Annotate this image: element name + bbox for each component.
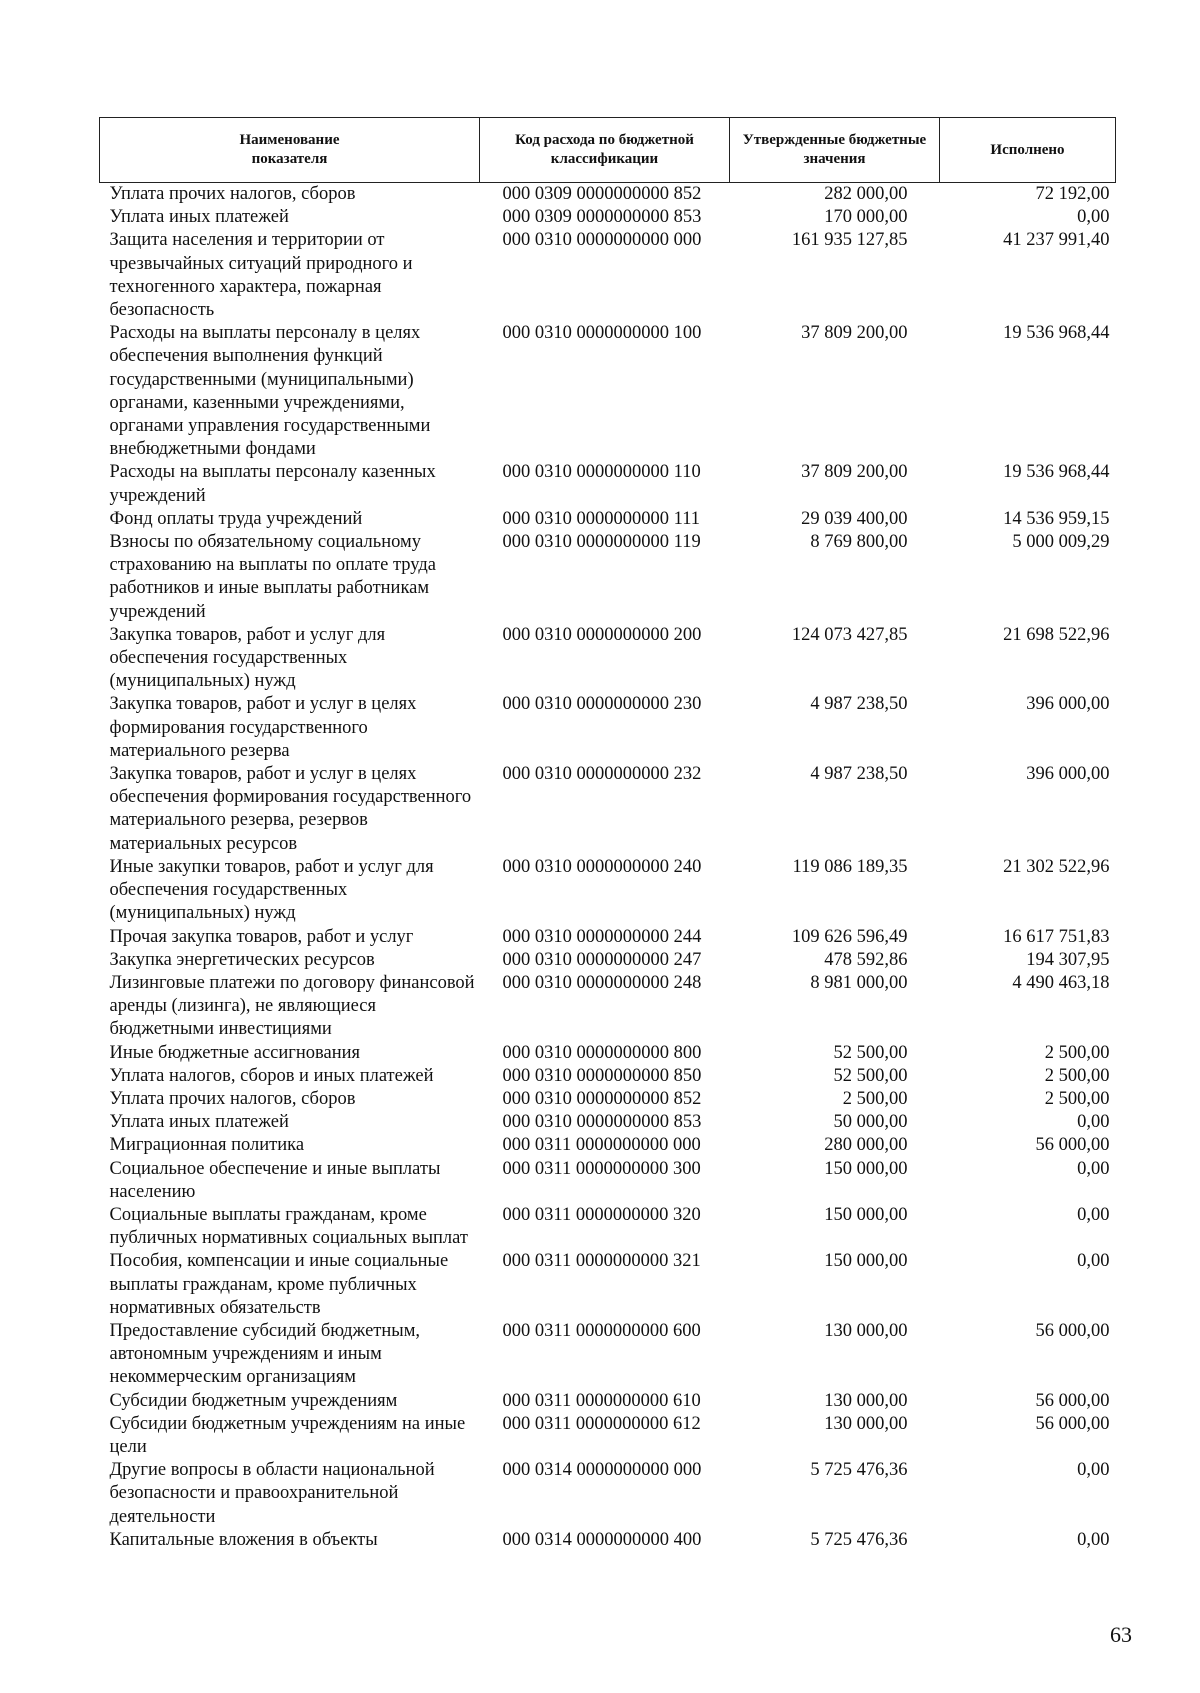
row-approved: 130 000,00	[824, 1320, 908, 1341]
table-row	[100, 1204, 1116, 1250]
table-row	[100, 1250, 1116, 1320]
table-row	[100, 1459, 1116, 1529]
row-name: Субсидии бюджетным учреждениям	[109, 1390, 398, 1411]
row-name: Миграционная политика	[109, 1135, 305, 1156]
table-row	[100, 972, 1116, 1042]
table-row	[100, 926, 1116, 949]
row-name: Капитальные вложения в объекты	[109, 1529, 378, 1550]
row-executed: 21 302 522,96	[1003, 856, 1110, 877]
row-code: 000 0310 0000000000 244	[502, 926, 702, 947]
row-code: 000 0310 0000000000 200	[502, 624, 702, 645]
table-row	[100, 1413, 1116, 1459]
row-name: Пособия, компенсации и иные социальные выплаты гражданам, кроме публичных нормативных обязательств	[109, 1251, 449, 1318]
row-code: 000 0310 0000000000 247	[502, 949, 702, 970]
row-approved: 8 981 000,00	[810, 972, 908, 993]
table-row	[100, 206, 1116, 229]
row-code: 000 0310 0000000000 853	[502, 1112, 702, 1133]
row-executed: 19 536 968,44	[1003, 462, 1110, 483]
row-name: Взносы по обязательному социальному страхованию на выплаты по оплате труда работников и иные выплаты работникам учреждений	[109, 532, 436, 622]
header-name: Наименование показателя	[100, 118, 480, 183]
table-row	[100, 508, 1116, 531]
row-approved: 37 809 200,00	[801, 462, 908, 483]
row-code: 000 0310 0000000000 800	[502, 1042, 702, 1063]
row-executed: 396 000,00	[1026, 764, 1110, 785]
row-approved: 150 000,00	[824, 1251, 908, 1272]
row-name: Другие вопросы в области национальной безопасности и правоохранительной деятельности	[109, 1460, 435, 1527]
row-executed: 5 000 009,29	[1012, 532, 1110, 553]
row-approved: 4 987 238,50	[810, 694, 908, 715]
row-name: Уплата прочих налогов, сборов	[109, 1088, 356, 1109]
row-code: 000 0311 0000000000 300	[502, 1158, 701, 1179]
row-executed: 2 500,00	[1044, 1042, 1110, 1063]
row-name: Расходы на выплаты персоналу в целях обеспечения выполнения функций государственными (муниципальными) органами, казенными учреждениями, органами управления государственными внебюджетными фондами	[109, 323, 431, 460]
table-row	[100, 1390, 1116, 1413]
row-name: Закупка товаров, работ и услуг в целях формирования государственного материального резерва	[109, 694, 417, 761]
table-row	[100, 624, 1116, 694]
row-name: Закупка товаров, работ и услуг в целях обеспечения формирования государственного материального резерва, резервов материальных ресурсов	[109, 764, 472, 854]
header-code: Код расхода по бюджетной классификации	[480, 118, 730, 183]
row-name: Расходы на выплаты персоналу казенных учреждений	[109, 462, 436, 506]
row-code: 000 0310 0000000000 248	[502, 972, 702, 993]
row-code: 000 0311 0000000000 612	[502, 1413, 701, 1434]
row-code: 000 0309 0000000000 852	[502, 184, 702, 204]
row-approved: 282 000,00	[824, 184, 908, 204]
row-approved: 52 500,00	[833, 1065, 908, 1086]
row-approved: 280 000,00	[824, 1135, 908, 1156]
row-name: Социальное обеспечение и иные выплаты населению	[109, 1158, 441, 1202]
row-code: 000 0311 0000000000 610	[502, 1390, 701, 1411]
row-approved: 52 500,00	[833, 1042, 908, 1063]
row-executed: 56 000,00	[1035, 1390, 1110, 1411]
row-code: 000 0311 0000000000 600	[502, 1320, 701, 1341]
row-executed: 0,00	[1077, 1158, 1110, 1179]
row-code: 000 0309 0000000000 853	[502, 207, 702, 228]
row-executed: 0,00	[1077, 1529, 1110, 1550]
row-executed: 0,00	[1077, 1460, 1110, 1481]
row-name: Уплата иных платежей	[109, 1112, 289, 1133]
row-code: 000 0310 0000000000 111	[502, 508, 701, 529]
table-row	[100, 1042, 1116, 1065]
row-executed: 2 500,00	[1044, 1065, 1110, 1086]
row-executed: 4 490 463,18	[1012, 972, 1110, 993]
row-approved: 130 000,00	[824, 1413, 908, 1434]
row-approved: 5 725 476,36	[810, 1529, 908, 1550]
row-executed: 56 000,00	[1035, 1413, 1110, 1434]
row-code: 000 0310 0000000000 852	[502, 1088, 702, 1109]
row-code: 000 0311 0000000000 320	[502, 1204, 701, 1225]
row-executed: 14 536 959,15	[1003, 508, 1110, 529]
row-approved: 170 000,00	[824, 207, 908, 228]
row-name: Закупка энергетических ресурсов	[109, 949, 375, 970]
table-row	[100, 183, 1116, 207]
table-row	[100, 1134, 1116, 1157]
table-row	[100, 1158, 1116, 1204]
row-approved: 150 000,00	[824, 1204, 908, 1225]
table-row	[100, 229, 1116, 322]
table-row	[100, 1088, 1116, 1111]
row-executed: 19 536 968,44	[1003, 323, 1110, 344]
row-code: 000 0310 0000000000 119	[502, 532, 701, 553]
row-executed: 0,00	[1077, 1204, 1110, 1225]
table-row	[100, 1529, 1116, 1552]
row-name: Субсидии бюджетным учреждениям на иные цели	[109, 1413, 466, 1457]
row-approved: 478 592,86	[824, 949, 908, 970]
page-number: 63	[1110, 1622, 1132, 1647]
budget-table	[99, 117, 1116, 1552]
row-code: 000 0310 0000000000 000	[502, 230, 702, 251]
row-executed: 194 307,95	[1026, 949, 1110, 970]
row-code: 000 0310 0000000000 240	[502, 856, 702, 877]
row-approved: 5 725 476,36	[810, 1460, 908, 1481]
row-code: 000 0314 0000000000 400	[502, 1529, 702, 1550]
row-approved: 37 809 200,00	[801, 323, 908, 344]
table-row	[100, 1065, 1116, 1088]
row-executed: 56 000,00	[1035, 1320, 1110, 1341]
row-approved: 124 073 427,85	[791, 624, 908, 645]
row-code: 000 0310 0000000000 232	[502, 764, 702, 785]
table-row	[100, 763, 1116, 856]
row-approved: 4 987 238,50	[810, 764, 908, 785]
row-code: 000 0310 0000000000 230	[502, 694, 702, 715]
row-name: Фонд оплаты труда учреждений	[109, 508, 363, 529]
row-executed: 0,00	[1077, 1112, 1110, 1133]
row-name: Закупка товаров, работ и услуг для обеспечения государственных (муниципальных) нужд	[109, 624, 386, 692]
row-executed: 56 000,00	[1035, 1135, 1110, 1156]
header-executed: Исполнено	[940, 118, 1116, 183]
row-name: Уплата прочих налогов, сборов	[109, 184, 356, 204]
row-code: 000 0311 0000000000 000	[502, 1135, 701, 1156]
row-code: 000 0310 0000000000 850	[502, 1065, 702, 1086]
header-approved: Утвержденные бюджетные значения	[730, 118, 940, 183]
row-approved: 29 039 400,00	[801, 508, 908, 529]
row-code: 000 0310 0000000000 100	[502, 323, 702, 344]
row-approved: 130 000,00	[824, 1390, 908, 1411]
row-name: Прочая закупка товаров, работ и услуг	[109, 926, 414, 947]
table-row	[100, 461, 1116, 507]
row-name: Социальные выплаты гражданам, кроме публичных нормативных социальных выплат	[109, 1204, 468, 1249]
row-executed: 0,00	[1077, 1251, 1110, 1272]
row-name: Уплата налогов, сборов и иных платежей	[109, 1065, 434, 1086]
row-approved: 8 769 800,00	[810, 532, 908, 553]
row-approved: 150 000,00	[824, 1158, 908, 1179]
row-name: Иные закупки товаров, работ и услуг для обеспечения государственных (муниципальных) нужд	[109, 856, 434, 924]
table-row	[100, 693, 1116, 763]
row-code: 000 0311 0000000000 321	[502, 1251, 701, 1272]
table-row	[100, 1111, 1116, 1134]
row-code: 000 0310 0000000000 110	[502, 462, 701, 483]
row-approved: 50 000,00	[833, 1112, 908, 1133]
row-code: 000 0314 0000000000 000	[502, 1460, 702, 1481]
row-name: Лизинговые платежи по договору финансовой аренды (лизинга), не являющиеся бюджетными инвестициями	[109, 972, 475, 1040]
table-row	[100, 856, 1116, 926]
row-executed: 72 192,00	[1035, 184, 1110, 204]
row-name: Защита населения и территории от чрезвычайных ситуаций природного и техногенного характера, пожарная безопасность	[109, 230, 413, 321]
row-executed: 16 617 751,83	[1003, 926, 1110, 947]
row-approved: 161 935 127,85	[791, 230, 908, 251]
row-executed: 41 237 991,40	[1003, 230, 1110, 251]
table-row	[100, 322, 1116, 461]
table-row	[100, 531, 1116, 624]
row-name: Предоставление субсидий бюджетным, автономным учреждениям и иным некоммерческим организациям	[109, 1320, 421, 1388]
row-executed: 0,00	[1077, 207, 1110, 228]
table-row	[100, 949, 1116, 972]
row-approved: 109 626 596,49	[791, 926, 908, 947]
table-header	[100, 118, 1116, 183]
row-executed: 396 000,00	[1026, 694, 1110, 715]
table-row	[100, 1320, 1116, 1390]
row-executed: 2 500,00	[1044, 1088, 1110, 1109]
table-body	[100, 183, 1116, 1552]
row-approved: 119 086 189,35	[792, 856, 908, 877]
row-name: Уплата иных платежей	[109, 207, 289, 228]
row-name: Иные бюджетные ассигнования	[109, 1042, 361, 1063]
row-approved: 2 500,00	[842, 1088, 908, 1109]
row-executed: 21 698 522,96	[1003, 624, 1110, 645]
